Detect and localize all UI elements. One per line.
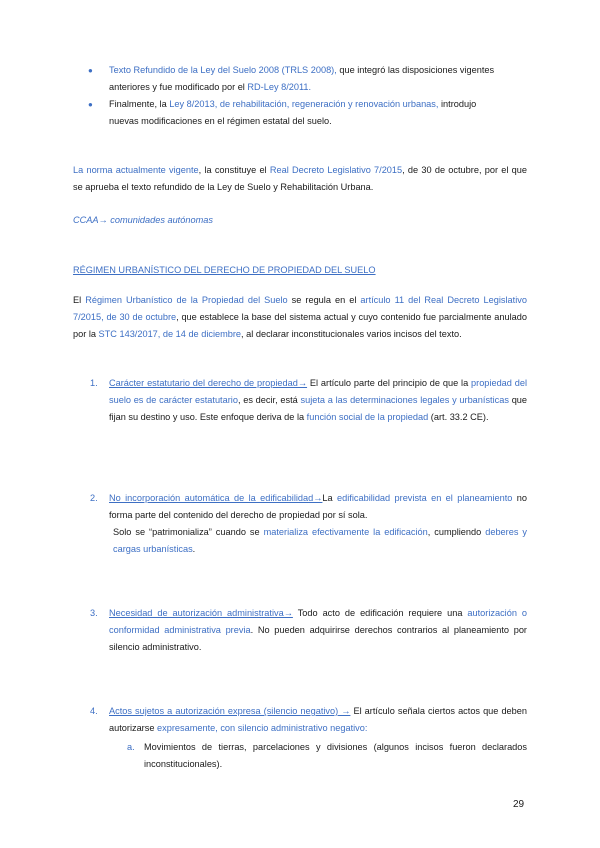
- text-run: , al declarar inconstitucionales varios incisos del texto.: [241, 329, 462, 339]
- text-run: Actos sujetos a autorización expresa (silencio negativo) →: [109, 706, 351, 716]
- text-run: Solo se “patrimonializa” cuando se: [113, 527, 264, 537]
- list-number: 4.: [90, 706, 98, 716]
- list-item-text: [109, 375, 527, 426]
- list-item: [88, 375, 527, 426]
- section-heading: RÉGIMEN URBANÍSTICO DEL DERECHO DE PROPIEDAD DEL SUELO: [73, 265, 376, 275]
- list-item-text: [109, 605, 527, 656]
- text-run: materializa efectivamente la edificación: [263, 527, 428, 537]
- list-number: 2.: [90, 493, 98, 503]
- text-run: sujeta a las determinaciones legales y urbanísticas: [300, 395, 509, 405]
- text-run: Régimen Urbanístico de la Propiedad del Suelo: [85, 295, 288, 305]
- text-run: Ley 8/2013, de rehabilitación, regeneración y renovación urbanas,: [169, 99, 439, 109]
- text-run: .: [192, 544, 196, 554]
- list-item-text: [109, 703, 527, 737]
- text-run: Finalmente, la: [109, 99, 170, 109]
- text-run: (art. 33.2 CE).: [428, 412, 489, 422]
- text-run: Carácter estatutario del derecho de propiedad→: [109, 378, 308, 388]
- text-run: RD-Ley 8/2011.: [247, 82, 312, 92]
- bullet-item: [88, 62, 508, 96]
- text-run: , de 30 de octubre, por el que se aprueba el texto refundido de la Ley de Suelo y Rehabilitación Urbana.: [73, 165, 527, 192]
- page-number: 29: [513, 799, 525, 810]
- text-run: La norma actualmente vigente: [73, 165, 199, 175]
- list-item-extra-text: [109, 524, 527, 558]
- list-item-text: [109, 490, 527, 524]
- list-item: [88, 490, 527, 558]
- text-run: La: [322, 493, 338, 503]
- text-run: Todo acto de edificación requiere una: [292, 608, 468, 618]
- text-run: STC 143/2017, de 14 de diciembre: [98, 329, 242, 339]
- text-run: Movimientos de tierras, parcelaciones y divisiones (algunos incisos fueron declarados inconstitucionales).: [144, 742, 527, 769]
- bullet-dot-icon: ●: [88, 100, 93, 109]
- text-run: No incorporación automática de la edificabilidad→: [109, 493, 323, 503]
- text-run: se regula en el: [287, 295, 361, 305]
- list-item: [88, 605, 527, 656]
- text-run: que fijan su destino y uso. Este enfoque deriva de la: [109, 395, 528, 422]
- sub-list-item: [127, 739, 527, 773]
- text-run: Real Decreto Legislativo 7/2015: [269, 165, 403, 175]
- text-run: El artículo señala ciertos actos que deben autorizarse: [109, 706, 527, 733]
- bullet-dot-icon: ●: [88, 66, 93, 75]
- text-run: introdujo nuevas modificaciones en el régimen estatal del suelo.: [109, 99, 477, 126]
- intro-paragraph: [73, 292, 527, 343]
- text-run: deberes y cargas urbanísticas: [113, 527, 527, 554]
- text-run: El artículo parte del principio de que la: [307, 378, 472, 388]
- text-run: no forma parte del contenido del derecho de propiedad por sí sola.: [109, 493, 527, 520]
- text-run: autorización o conformidad administrativa previa: [109, 608, 527, 635]
- text-run: , que establece la base del sistema actual y cuyo contenido fue parcialmente anulado por la: [73, 312, 527, 339]
- text-run: , es decir, está: [237, 395, 301, 405]
- text-run: artículo 11 del Real Decreto Legislativo 7/2015, de 30 de octubre: [73, 295, 527, 322]
- current-law-paragraph: [73, 162, 527, 196]
- list-number: 3.: [90, 608, 98, 618]
- list-number: 1.: [90, 378, 98, 388]
- text-run: , la constituye el: [198, 165, 270, 175]
- bullet-text: [109, 62, 508, 96]
- sub-list-item-text: [144, 739, 527, 773]
- text-run: . No pueden adquirirse derechos contrarios al planeamiento por silencio administrativo.: [109, 625, 527, 652]
- text-run: expresamente, con silencio administrativo negativo:: [157, 723, 368, 733]
- text-run: que integró las disposiciones vigentes anteriores y fue modificado por el: [109, 65, 495, 92]
- text-run: función social de la propiedad: [306, 412, 429, 422]
- list-item: [88, 703, 527, 737]
- bullet-text: [109, 96, 508, 130]
- text-run: propiedad del suelo es de carácter estatutario: [109, 378, 527, 405]
- text-run: Necesidad de autorización administrativa→: [109, 608, 293, 618]
- text-run: Texto Refundido de la Ley del Suelo 2008 (TRLS 2008),: [109, 65, 337, 75]
- sub-list-letter: a.: [127, 742, 135, 752]
- bullet-item: [88, 96, 508, 130]
- text-run: , cumpliendo: [427, 527, 486, 537]
- text-run: edificabilidad prevista en el planeamiento: [337, 493, 513, 503]
- ccaa-note: CCAA→ comunidades autónomas: [73, 215, 213, 225]
- text-run: El: [73, 295, 86, 305]
